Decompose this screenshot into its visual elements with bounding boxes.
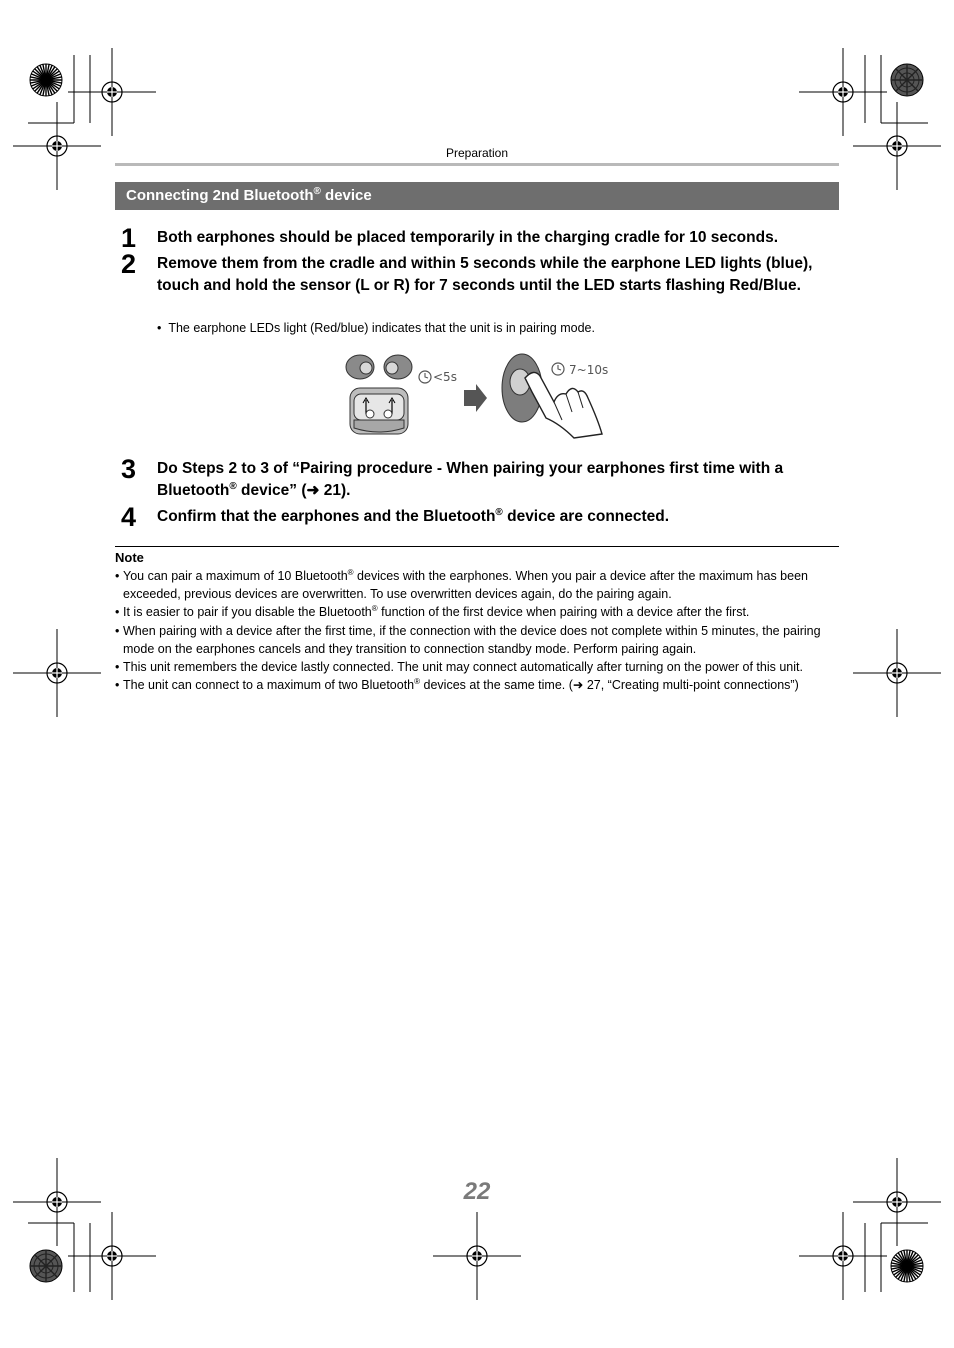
note-list (115, 567, 835, 694)
section-title-rest: device (320, 187, 372, 204)
note-rule (115, 546, 839, 547)
step-1-number: 1 (121, 223, 137, 253)
timer-long-label: 7~10s (569, 363, 609, 377)
step-3-text (157, 458, 837, 502)
step-2-note-text: The earphone LEDs light (Red/blue) indicates that the unit is in pairing mode. (168, 321, 595, 335)
step-4-text-b: device are connected. (502, 508, 670, 525)
note-title: Note (115, 550, 144, 565)
step-2-number: 2 (121, 249, 137, 279)
earbud-left-icon (346, 355, 374, 379)
step-2-note: • The earphone LEDs light (Red/blue) indicates that the unit is in pairing mode. (157, 321, 595, 335)
registered-mark: ® (229, 481, 237, 492)
note-item: • You can pair a maximum of 10 Bluetooth® devices with the earphones. When you pair a device after the maximum has been exceeded, previous devices are overwritten. To use overwritten devices again, do the pairing again. (115, 567, 835, 603)
registered-mark: ® (495, 507, 503, 518)
earbud-right-icon (384, 355, 412, 379)
step-4-text (157, 506, 837, 528)
header-rule (115, 163, 839, 166)
clock-icon (419, 371, 431, 383)
pairing-illustration (340, 348, 620, 443)
clock-icon-long (552, 363, 564, 375)
registered-mark: ® (313, 186, 321, 197)
note-item: • When pairing with a device after the first time, if the connection with the device does not complete within 5 minutes, the pairing mode on the earphones cancels and they transition to connection standby mode. Perform pairing again. (115, 622, 835, 658)
note-item: • It is easier to pair if you disable the Bluetooth® function of the first device when pairing with a device after the first. (115, 603, 835, 621)
step-1-text: Both earphones should be placed temporarily in the charging cradle for 10 seconds. (157, 229, 778, 246)
charging-case-icon (350, 388, 408, 434)
note-item: • This unit remembers the device lastly connected. The unit may connect automatically after turning on the power of this unit. (115, 658, 835, 676)
step-2-text: Remove them from the cradle and within 5 seconds while the earphone LED lights (blue), touch and hold the sensor (L or R) for 7 seconds until the LED starts flashing Red/Blue. (157, 255, 813, 294)
note-item: • The unit can connect to a maximum of two Bluetooth® devices at the same time. (➜ 27, “Creating multi-point connections”) (115, 676, 835, 694)
section-title-text: Connecting 2nd Bluetooth (126, 187, 314, 204)
step-3-number: 3 (121, 454, 137, 484)
running-header: Preparation (445, 146, 509, 160)
next-arrow-icon (464, 384, 487, 412)
step-4-number: 4 (121, 502, 137, 532)
step-3-text-b: device” (➜ 21). (236, 482, 351, 499)
timer-short-label: <5s (433, 370, 457, 384)
step-3-text-a: Do Steps 2 to 3 of “Pairing procedure - When pairing your earphones first time with a Bluetooth (157, 460, 784, 499)
step-4-text-a: Confirm that the earphones and the Bluetooth (157, 508, 496, 525)
section-title (115, 182, 839, 210)
page-number: 22 (463, 1178, 491, 1205)
